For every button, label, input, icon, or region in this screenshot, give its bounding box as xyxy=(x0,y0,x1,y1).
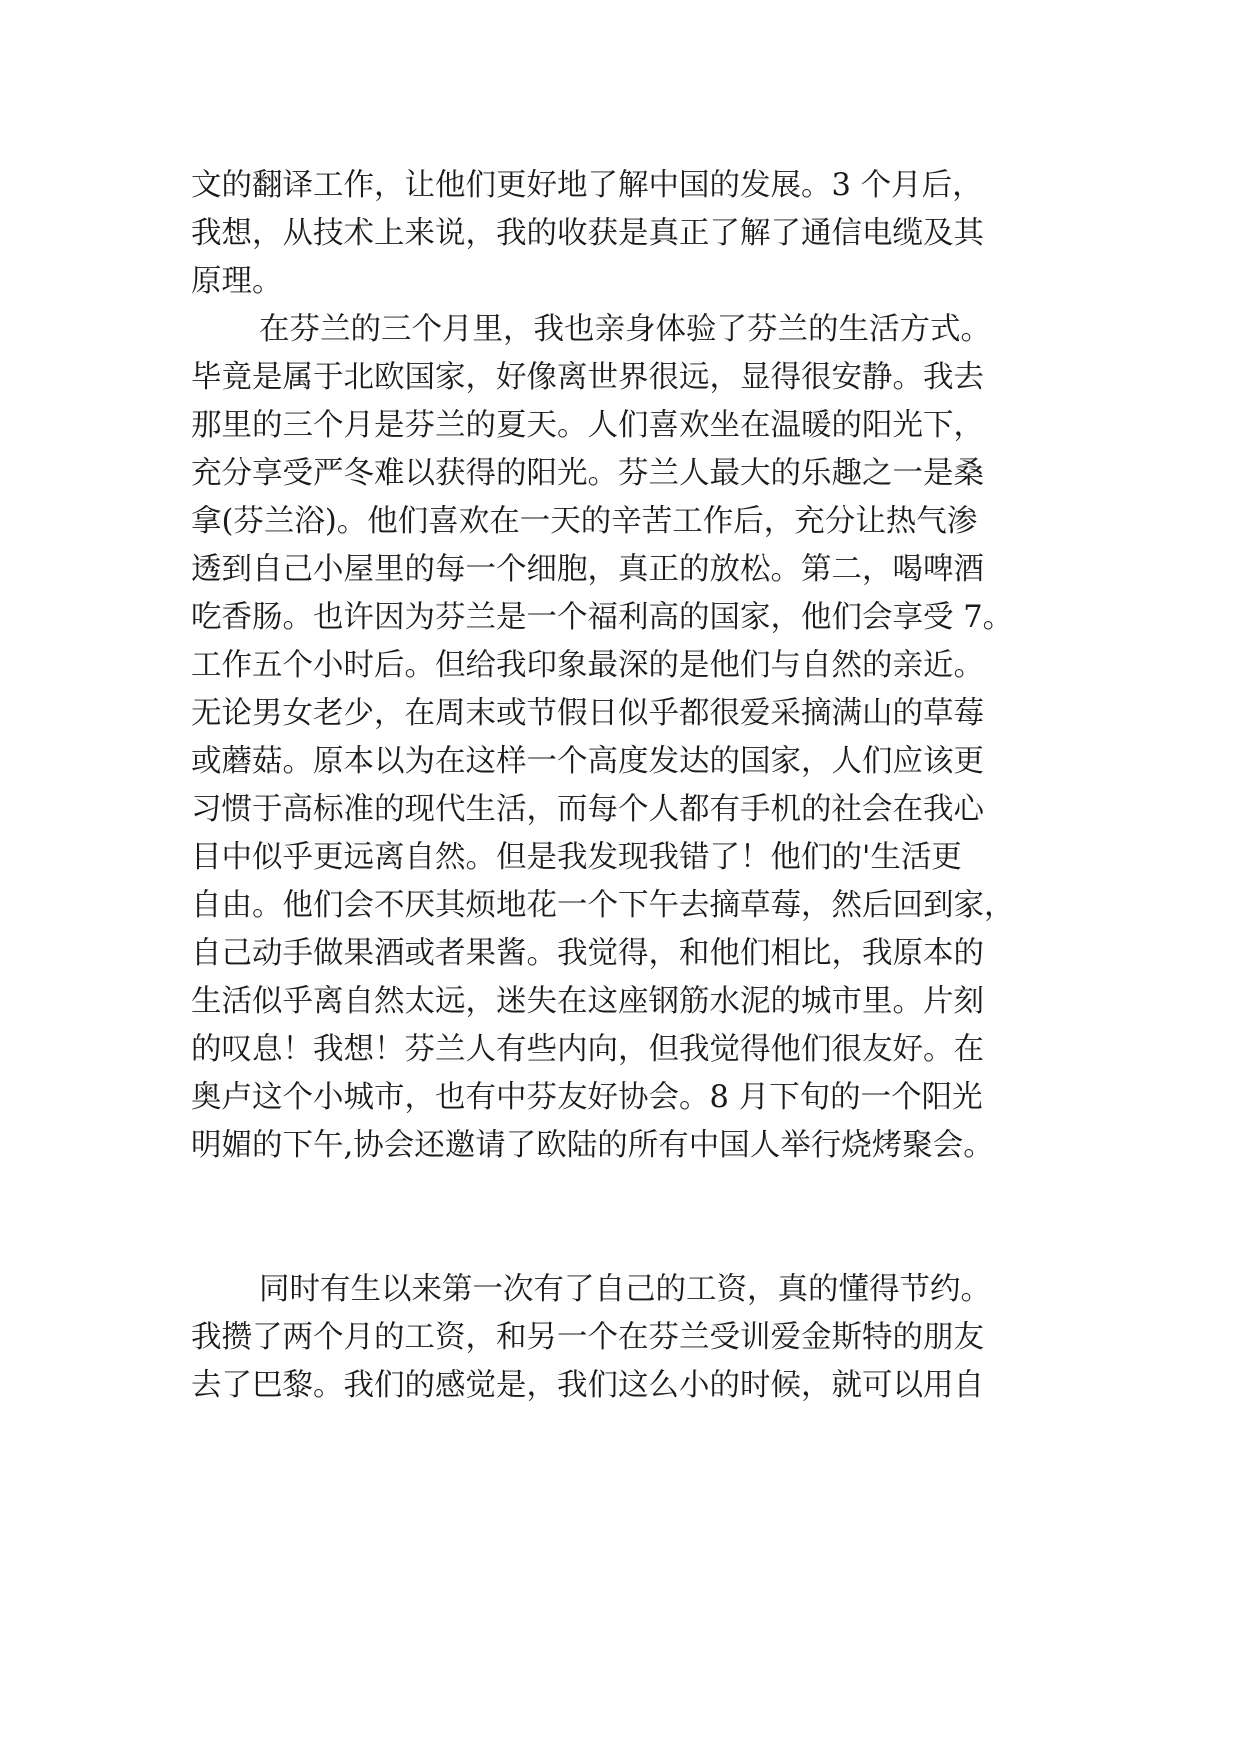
text-line: 充分享受严冬难以获得的阳光。芬兰人最大的乐趣之一是桑 xyxy=(191,456,984,491)
text-line: 毕竟是属于北欧国家，好像离世界很远，显得很安静。我去 xyxy=(191,360,984,395)
text-line: 去了巴黎。我们的感觉是，我们这么小的时候，就可以用自 xyxy=(191,1368,984,1403)
text-line: 吃香肠。也许因为芬兰是一个福利高的国家，他们会享受 7。 xyxy=(191,600,1014,635)
text-line: 同时有生以来第一次有了自己的工资，真的懂得节约。 xyxy=(259,1272,991,1307)
text-line: 原理。 xyxy=(191,264,283,299)
text-line: 自由。他们会不厌其烦地花一个下午去摘草莓，然后回到家， xyxy=(191,888,1015,923)
text-line: 习惯于高标准的现代生活，而每个人都有手机的社会在我心 xyxy=(191,792,984,827)
text-line: 我想，从技术上来说，我的收获是真正了解了通信电缆及其 xyxy=(191,216,984,251)
document-body xyxy=(191,162,1071,1410)
text-line: 的叹息！我想！芬兰人有些内向，但我觉得他们很友好。在 xyxy=(191,1032,984,1067)
text-line: 明媚的下午,协会还邀请了欧陆的所有中国人举行烧烤聚会。 xyxy=(191,1128,994,1163)
text-line: 工作五个小时后。但给我印象最深的是他们与自然的亲近。 xyxy=(191,648,984,683)
text-line: 透到自己小屋里的每一个细胞，真正的放松。第二，喝啤酒 xyxy=(191,552,984,587)
paragraph-2 xyxy=(191,306,1071,1266)
text-line xyxy=(191,1170,1071,1218)
text-line: 我攒了两个月的工资，和另一个在芬兰受训爱金斯特的朋友 xyxy=(191,1320,984,1355)
paragraph-3 xyxy=(191,1266,1071,1410)
text-line: 自己动手做果酒或者果酱。我觉得，和他们相比，我原本的 xyxy=(191,936,984,971)
text-line xyxy=(191,1218,1071,1266)
text-line: 文的翻译工作，让他们更好地了解中国的发展。3 个月后， xyxy=(191,168,983,203)
text-line: 在芬兰的三个月里，我也亲身体验了芬兰的生活方式。 xyxy=(259,312,991,347)
text-line: 目中似乎更远离自然。但是我发现我错了！他们的'生活更 xyxy=(191,840,962,875)
paragraph-1 xyxy=(191,162,1071,306)
text-line: 拿(芬兰浴)。他们喜欢在一天的辛苦工作后，充分让热气渗 xyxy=(191,504,978,539)
text-line: 那里的三个月是芬兰的夏天。人们喜欢坐在温暖的阳光下， xyxy=(191,408,984,443)
text-line: 或蘑菇。原本以为在这样一个高度发达的国家，人们应该更 xyxy=(191,744,984,779)
text-line: 奥卢这个小城市，也有中芬友好协会。8 月下旬的一个阳光 xyxy=(191,1080,983,1115)
text-line: 生活似乎离自然太远，迷失在这座钢筋水泥的城市里。片刻 xyxy=(191,984,984,1019)
text-line: 无论男女老少，在周末或节假日似乎都很爱采摘满山的草莓 xyxy=(191,696,984,731)
